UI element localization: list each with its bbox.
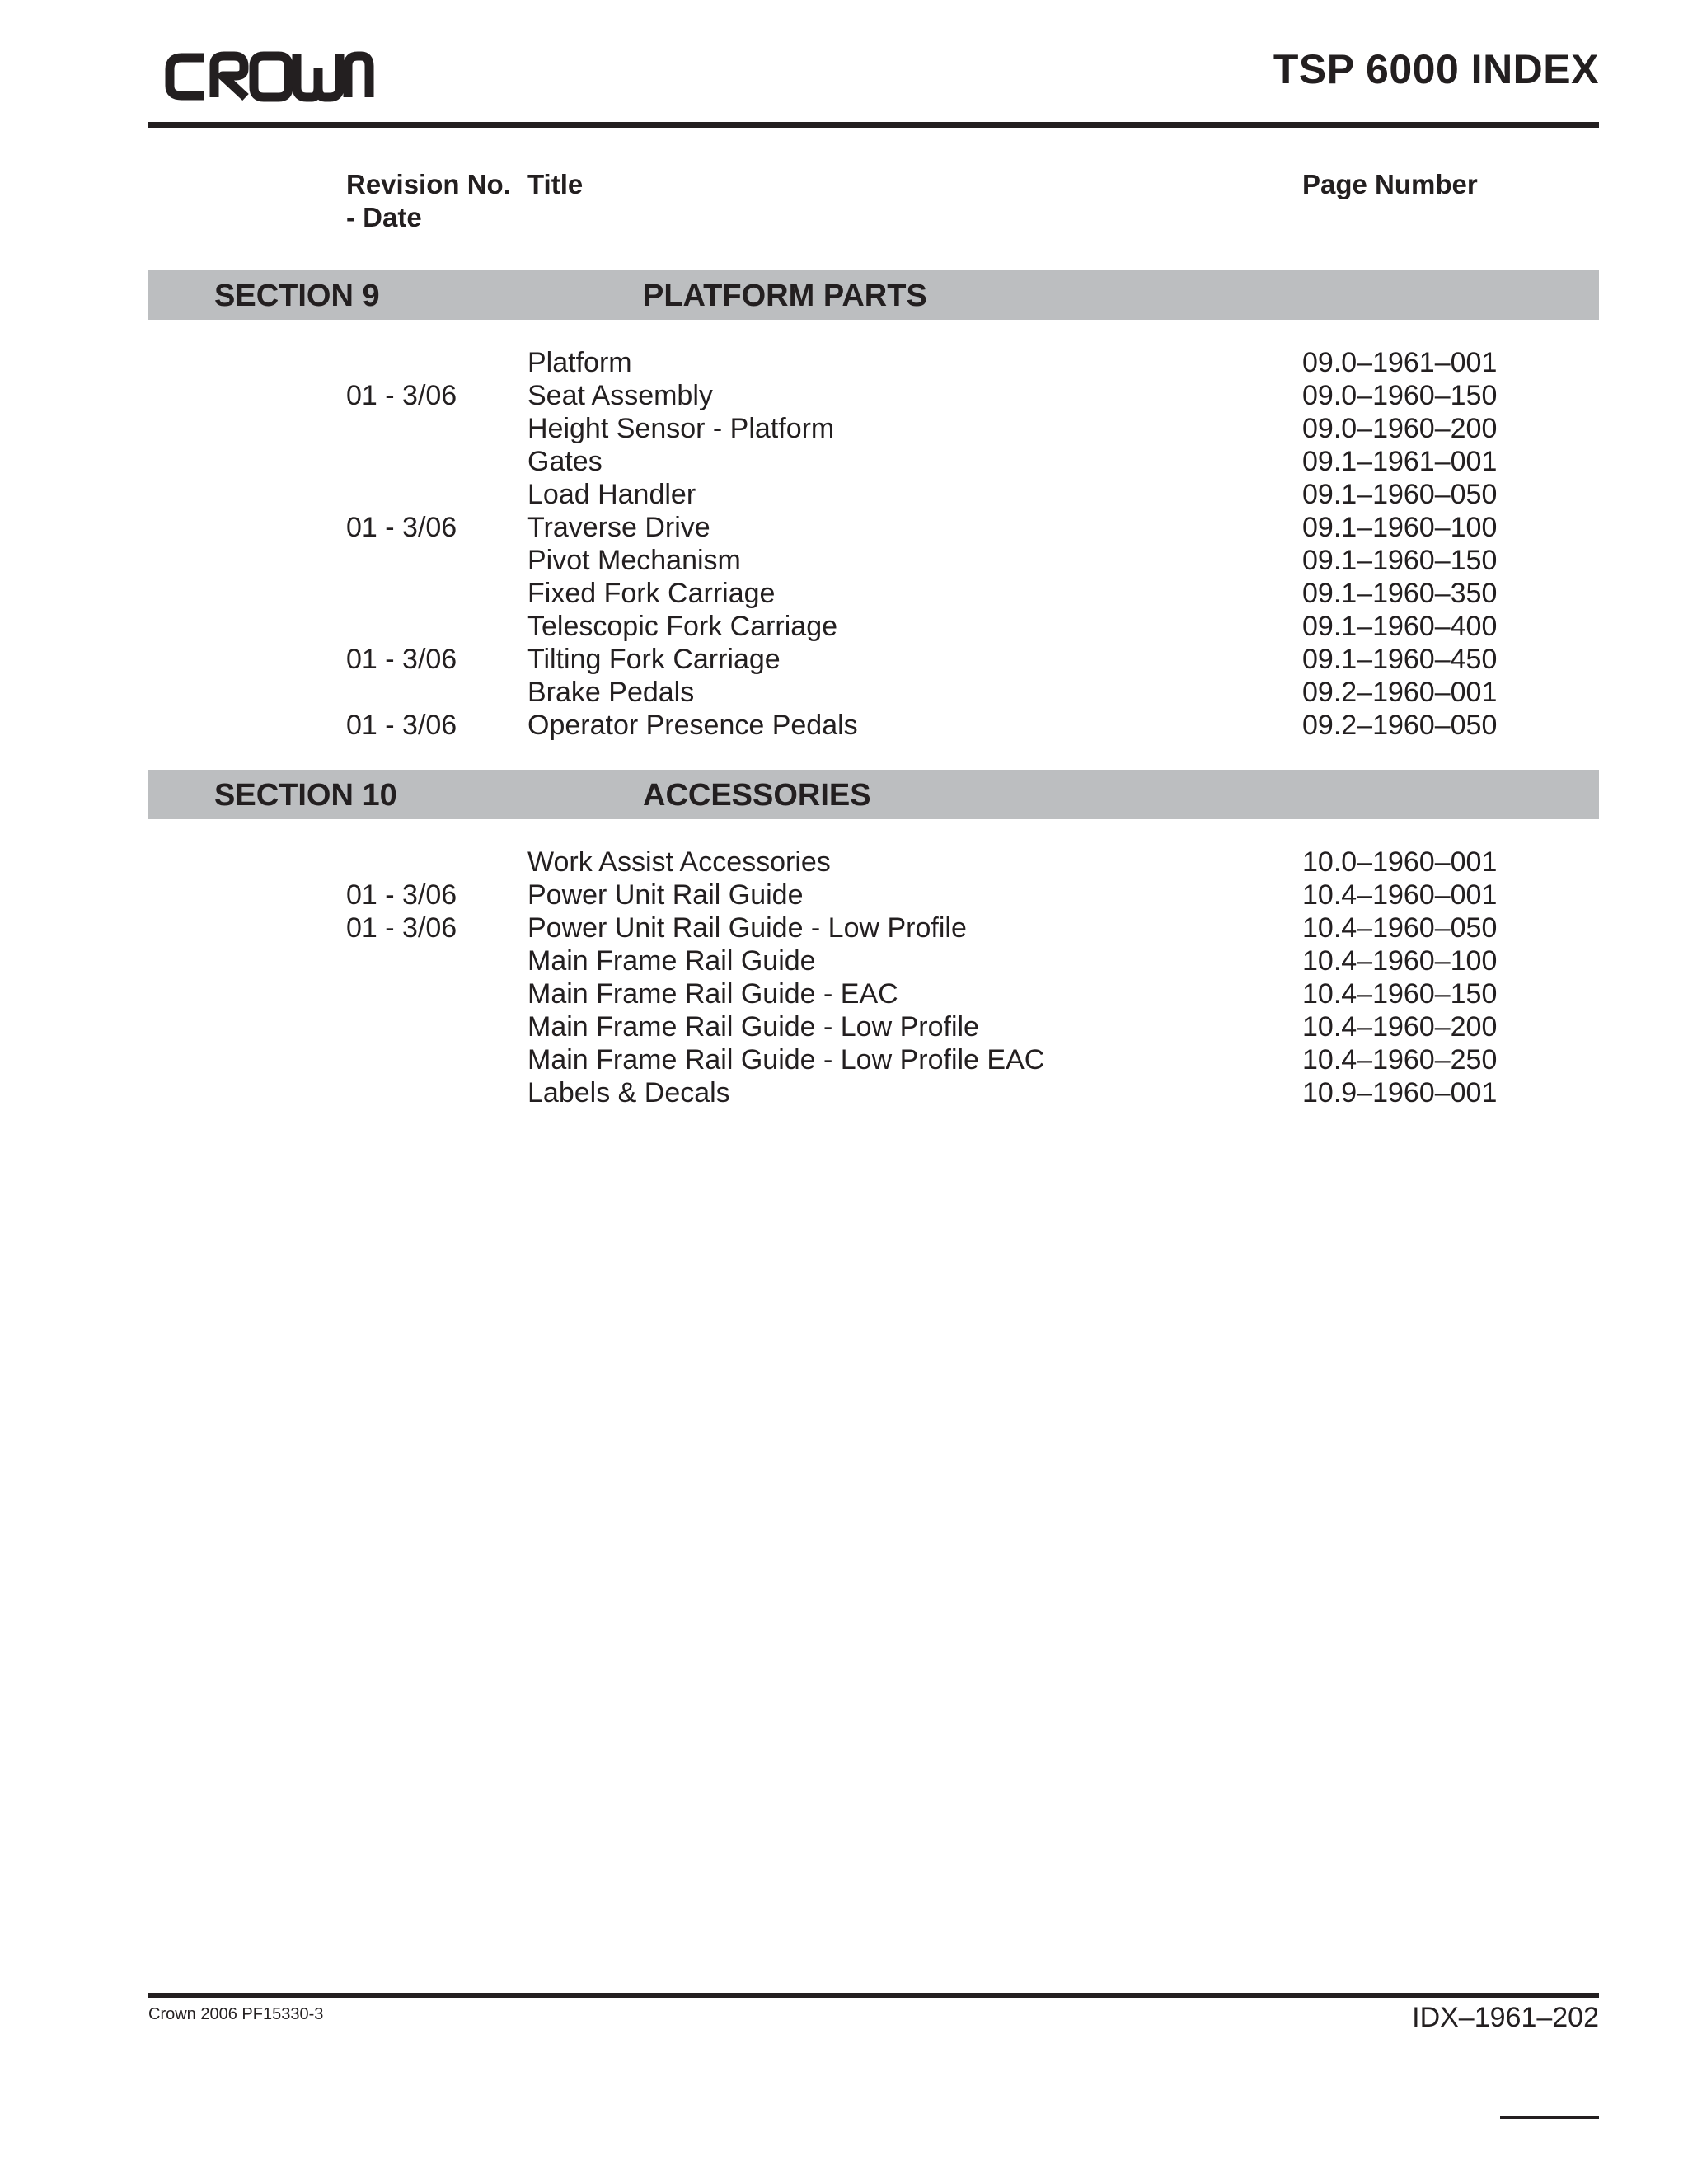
index-row	[0, 610, 1688, 643]
revision-date: 01 - 3/06	[346, 380, 457, 411]
page-number: 09.1–1960–400	[1302, 611, 1498, 642]
page-number: 10.4–1960–100	[1302, 945, 1498, 977]
page-number: 09.0–1960–150	[1302, 380, 1498, 411]
index-row	[0, 1010, 1688, 1043]
page-number: 09.1–1960–350	[1302, 578, 1498, 609]
section-entries	[0, 846, 1688, 1109]
section-header	[148, 270, 1599, 320]
entry-title: Pivot Mechanism	[528, 545, 741, 576]
column-header-revision: Revision No. - Date	[346, 169, 511, 232]
entry-title: Main Frame Rail Guide - Low Profile EAC	[528, 1044, 1045, 1076]
section-number: SECTION 10	[214, 778, 397, 813]
section-header	[148, 770, 1599, 819]
footer-document-code: Crown 2006 PF15330-3	[148, 2005, 324, 2023]
entry-title: Telescopic Fork Carriage	[528, 611, 838, 642]
revision-date: 01 - 3/06	[346, 912, 457, 944]
page-number: 09.1–1960–100	[1302, 512, 1498, 543]
entry-title: Height Sensor - Platform	[528, 413, 835, 444]
entry-title: Operator Presence Pedals	[528, 710, 858, 741]
entry-title: Tilting Fork Carriage	[528, 644, 781, 675]
page-number: 10.4–1960–250	[1302, 1044, 1498, 1076]
entry-title: Brake Pedals	[528, 677, 695, 708]
entry-title: Fixed Fork Carriage	[528, 578, 776, 609]
page-number: 10.4–1960–050	[1302, 912, 1498, 944]
index-row	[0, 511, 1688, 544]
entry-title: Load Handler	[528, 479, 696, 510]
entry-title: Platform	[528, 347, 632, 378]
entry-title: Power Unit Rail Guide	[528, 879, 804, 911]
revision-date: 01 - 3/06	[346, 710, 457, 741]
index-row	[0, 1076, 1688, 1109]
index-row	[0, 643, 1688, 676]
page-number: 09.2–1960–050	[1302, 710, 1498, 741]
header-rule	[148, 122, 1599, 128]
index-row	[0, 676, 1688, 709]
entry-title: Main Frame Rail Guide - EAC	[528, 978, 898, 1010]
entry-title: Power Unit Rail Guide - Low Profile	[528, 912, 967, 944]
column-header-page-number: Page Number	[1302, 169, 1478, 199]
entry-title: Gates	[528, 446, 603, 477]
page-number: 09.1–1960–450	[1302, 644, 1498, 675]
index-row	[0, 944, 1688, 977]
index-row	[0, 879, 1688, 912]
index-row	[0, 1043, 1688, 1076]
entry-title: Seat Assembly	[528, 380, 713, 411]
revision-date: 01 - 3/06	[346, 512, 457, 543]
entry-title: Main Frame Rail Guide - Low Profile	[528, 1011, 979, 1043]
page-number: 09.1–1961–001	[1302, 446, 1498, 477]
index-row	[0, 977, 1688, 1010]
page-number: 10.4–1960–200	[1302, 1011, 1498, 1043]
entry-title: Traverse Drive	[528, 512, 710, 543]
page-number: 09.2–1960–001	[1302, 677, 1498, 708]
crown-logo	[163, 46, 374, 104]
entry-title: Main Frame Rail Guide	[528, 945, 816, 977]
revision-date: 01 - 3/06	[346, 879, 457, 911]
index-row	[0, 544, 1688, 577]
page-number: 10.9–1960–001	[1302, 1077, 1498, 1108]
section-number: SECTION 9	[214, 279, 380, 313]
page-number: 10.4–1960–001	[1302, 879, 1498, 911]
index-row	[0, 709, 1688, 742]
index-row	[0, 412, 1688, 445]
page-number: 10.4–1960–150	[1302, 978, 1498, 1010]
page-number: 10.0–1960–001	[1302, 846, 1498, 878]
index-row	[0, 912, 1688, 944]
crown-logo-icon	[163, 46, 374, 104]
document-title: TSP 6000 INDEX	[1273, 46, 1599, 92]
index-row	[0, 379, 1688, 412]
index-row	[0, 478, 1688, 511]
revision-date: 01 - 3/06	[346, 644, 457, 675]
footer-page-id: IDX–1961–202	[1412, 2002, 1599, 2033]
section-name: ACCESSORIES	[643, 778, 871, 813]
bottom-dash-rule	[1500, 2116, 1599, 2119]
index-row	[0, 577, 1688, 610]
footer-rule	[148, 1993, 1599, 1998]
page-number: 09.0–1960–200	[1302, 413, 1498, 444]
column-headers	[0, 168, 1688, 242]
index-row	[0, 346, 1688, 379]
entry-title: Work Assist Accessories	[528, 846, 831, 878]
column-header-title: Title	[528, 169, 584, 199]
entry-title: Labels & Decals	[528, 1077, 730, 1108]
index-row	[0, 846, 1688, 879]
page-number: 09.1–1960–150	[1302, 545, 1498, 576]
index-row	[0, 445, 1688, 478]
section-name: PLATFORM PARTS	[643, 279, 927, 313]
page-number: 09.1–1960–050	[1302, 479, 1498, 510]
page-number: 09.0–1961–001	[1302, 347, 1498, 378]
section-entries	[0, 346, 1688, 742]
